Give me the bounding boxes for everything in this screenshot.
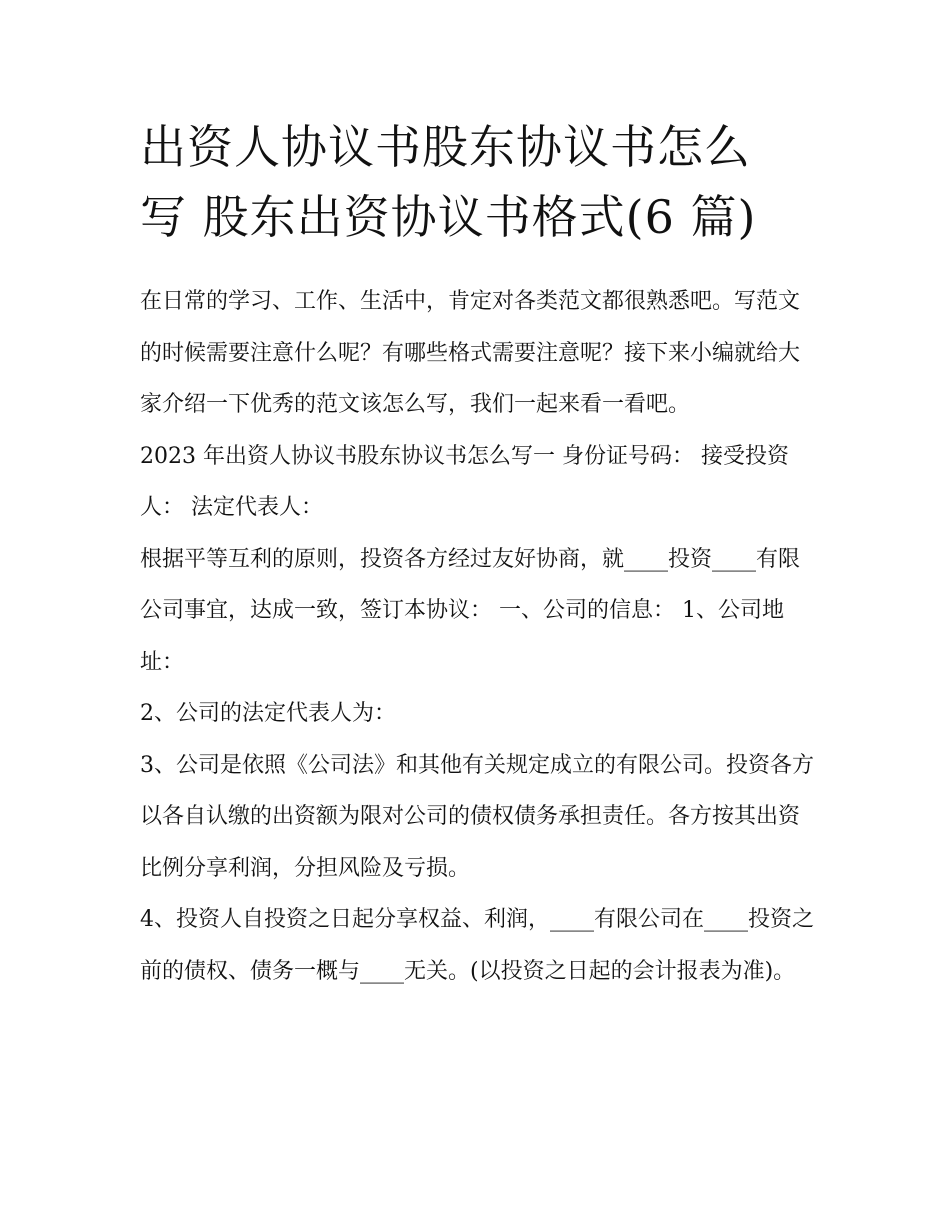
paragraph-intro: 在日常的学习、工作、生活中，肯定对各类范文都很熟悉吧。写范文的时候需要注意什么呢？有哪些格式需要注意呢？接下来小编就给大家介绍一下优秀的范文该怎么写，我们一起来看一看吧。	[140, 289, 801, 417]
document-title	[140, 112, 820, 252]
paragraph-item-3: 3、公司是依照《公司法》和其他有关规定成立的有限公司。投资各方以各自认缴的出资额为限对公司的债权债务承担责任。各方按其出资比例分享利润，分担风险及亏损。	[140, 752, 814, 881]
title-line-2: 写 股东出资协议书格式(6 篇)	[140, 190, 757, 244]
paragraph-principle: 根据平等互利的原则，投资各方经过友好协商，就____投资____有限公司事宜，达成一致，签订本协议： 一、公司的信息： 1、公司地址：	[140, 546, 801, 675]
paragraph-heading: 2023 年出资人协议书股东协议书怎么写一 身份证号码： 接受投资人： 法定代表人：	[140, 443, 789, 520]
paragraph-item-2: 2、公司的法定代表人为：	[140, 701, 396, 726]
document-body	[140, 276, 820, 997]
paragraph-item-4: 4、投资人自投资之日起分享权益、利润，____有限公司在____投资之前的债权、债务一概与____无关。(以投资之日起的会计报表为准)。	[140, 907, 814, 984]
title-line-1: 出资人协议书股东协议书怎么	[140, 120, 751, 174]
